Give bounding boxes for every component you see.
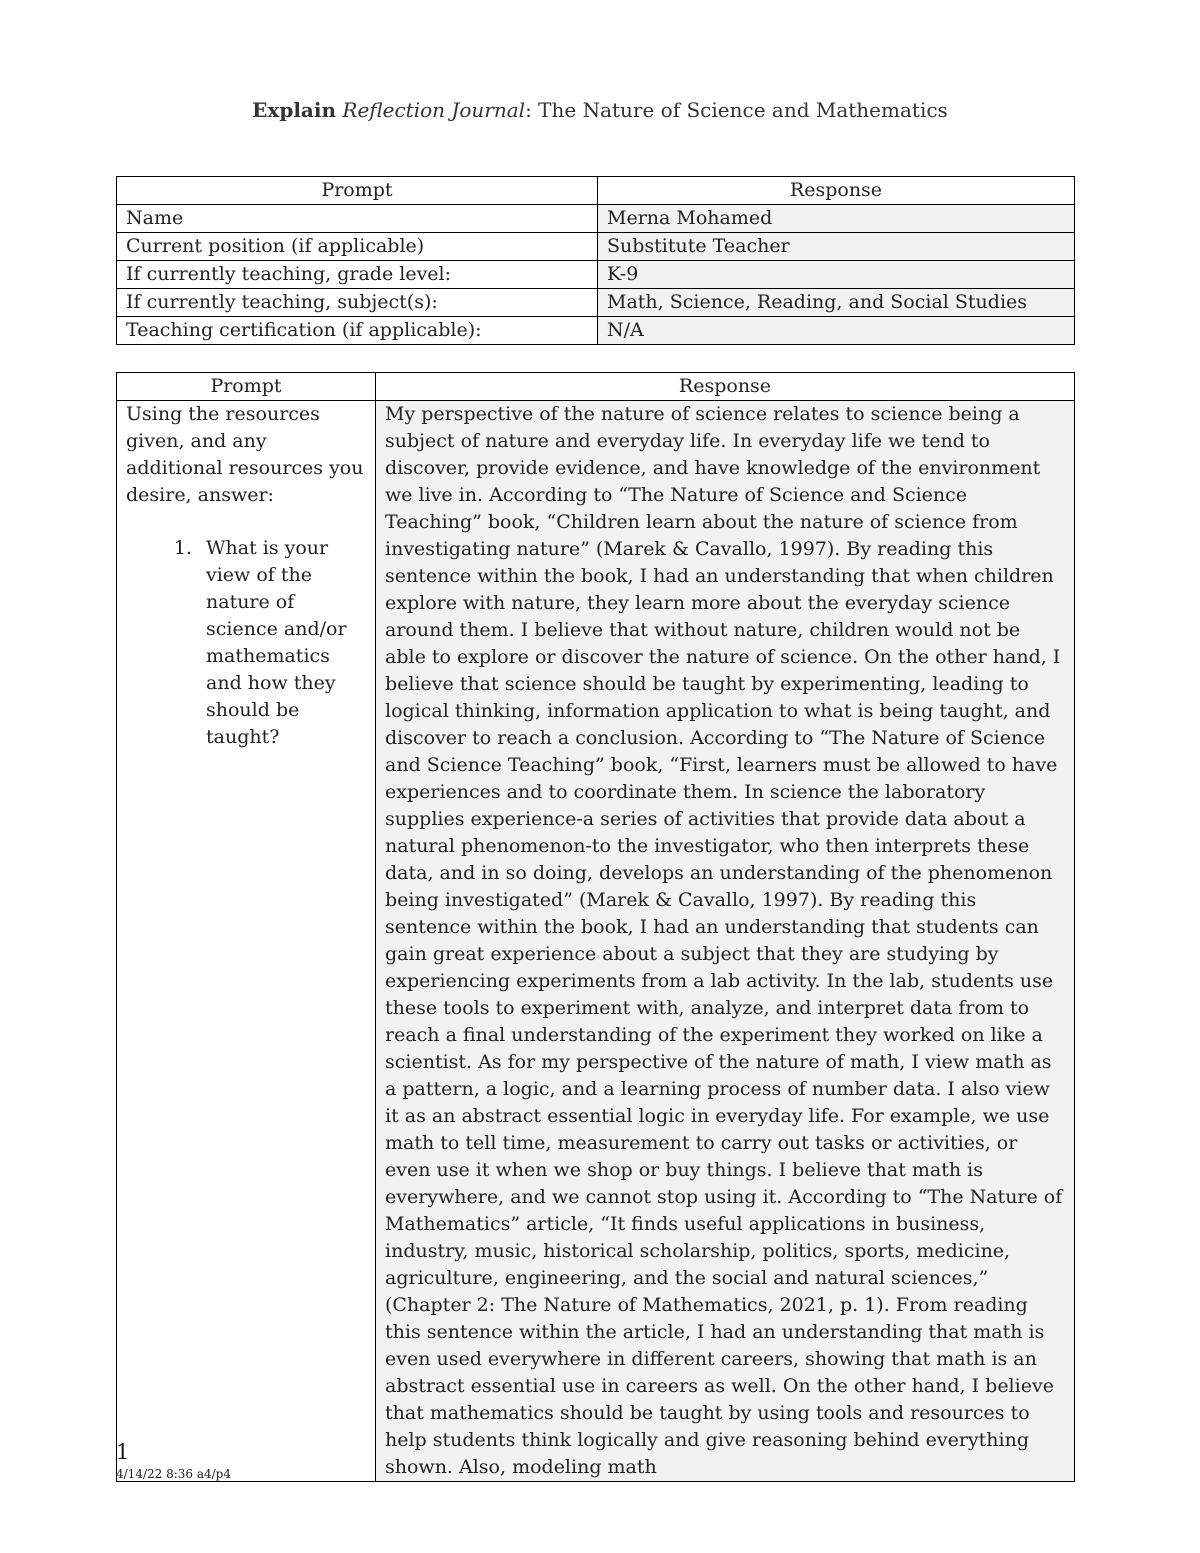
info-prompt-cell: Current position (if applicable) <box>117 233 598 261</box>
reflection-header-prompt: Prompt <box>117 373 376 401</box>
info-prompt-cell: If currently teaching, subject(s): <box>117 289 598 317</box>
question-item: 1. What is your view of the nature of science and/or mathematics and how they should be taught? <box>198 535 366 751</box>
reflection-response-cell <box>376 401 1075 1482</box>
info-response-cell: K-9 <box>598 261 1075 289</box>
info-table <box>116 176 1075 345</box>
info-header-response: Response <box>598 177 1075 205</box>
table-row <box>117 261 1075 289</box>
info-prompt-cell: Name <box>117 205 598 233</box>
table-row <box>117 289 1075 317</box>
title-bold: Explain <box>252 98 337 122</box>
essay-text: My perspective of the nature of science relates to science being a subject of nature and everyday life. In everyday life we tend to discover, provide evidence, and have knowledge of the environment we live in. According to “The Nature of Science and Science Teaching” book, “Children learn about the nature of science from investigating nature” (Marek & Cavallo, 1997). By reading this sentence within the book, I had an understanding that when children explore with nature, they learn more about the everyday science around them. I believe that without nature, children would not be able to explore or discover the nature of science. On the other hand, I believe that science should be taught by experimenting, leading to logical thinking, information application to what is being taught, and discover to reach a conclusion. According to “The Nature of Science and Science Teaching” book, “First, learners must be allowed to have experiences and to coordinate them. In science the laboratory supplies experience-a series of activities that provide data about a natural phenomenon-to the investigator, who then interprets these data, and in so doing, develops an understanding of the phenomenon being investigated” (Marek & Cavallo, 1997). By reading this sentence within the book, I had an understanding that students can gain great experience about a subject that they are studying by experiencing experiments from a lab activity. In the lab, students use these tools to experiment with, analyze, and interpret data from to reach a final understanding of the experiment they worked on like a scientist. As for my perspective of the nature of math, I view math as a pattern, a logic, and a learning process of number data. I also view it as an abstract essential logic in everyday life. For example, we use math to tell time, measurement to carry out tasks or activities, or even use it when we shop or buy things. I believe that math is everywhere, and we cannot stop using it. According to “The Nature of Mathematics” article, “It finds useful applications in business, industry, music, historical scholarship, politics, sports, medicine, agriculture, engineering, and the social and natural sciences,” (Chapter 2: The Nature of Mathematics, 2021, p. 1). From reading this sentence within the article, I had an understanding that math is even used everywhere in different careers, showing that math is an abstract essential use in careers as well. On the other hand, I believe that mathematics should be taught by using tools and resources to help students think logically and give reasoning behind everything shown. Also, modeling math <box>385 403 1063 1478</box>
title-rest: : The Nature of Science and Mathematics <box>525 98 948 122</box>
info-response-cell: Merna Mohamed <box>598 205 1075 233</box>
info-header-row <box>117 177 1075 205</box>
reflection-header-row <box>117 373 1075 401</box>
table-row <box>117 401 1075 1482</box>
table-row <box>117 233 1075 261</box>
question-list <box>126 535 366 751</box>
reflection-table <box>116 372 1075 1482</box>
reflection-header-response: Response <box>376 373 1075 401</box>
table-row <box>117 317 1075 345</box>
info-prompt-cell: If currently teaching, grade level: <box>117 261 598 289</box>
info-response-cell: Substitute Teacher <box>598 233 1075 261</box>
info-response-cell: N/A <box>598 317 1075 345</box>
document-title <box>0 98 1200 122</box>
info-header-prompt: Prompt <box>117 177 598 205</box>
footer-stamp: 4/14/22 8:36 a4/p4 <box>116 1467 231 1481</box>
info-prompt-cell: Teaching certification (if applicable): <box>117 317 598 345</box>
info-response-cell: Math, Science, Reading, and Social Studies <box>598 289 1075 317</box>
title-italic: Reflection Journal <box>342 98 526 122</box>
table-row <box>117 205 1075 233</box>
page-number: 1 <box>116 1440 130 1464</box>
prompt-intro: Using the resources given, and any additional resources you desire, answer: <box>126 403 364 506</box>
reflection-prompt-cell <box>117 401 376 1482</box>
